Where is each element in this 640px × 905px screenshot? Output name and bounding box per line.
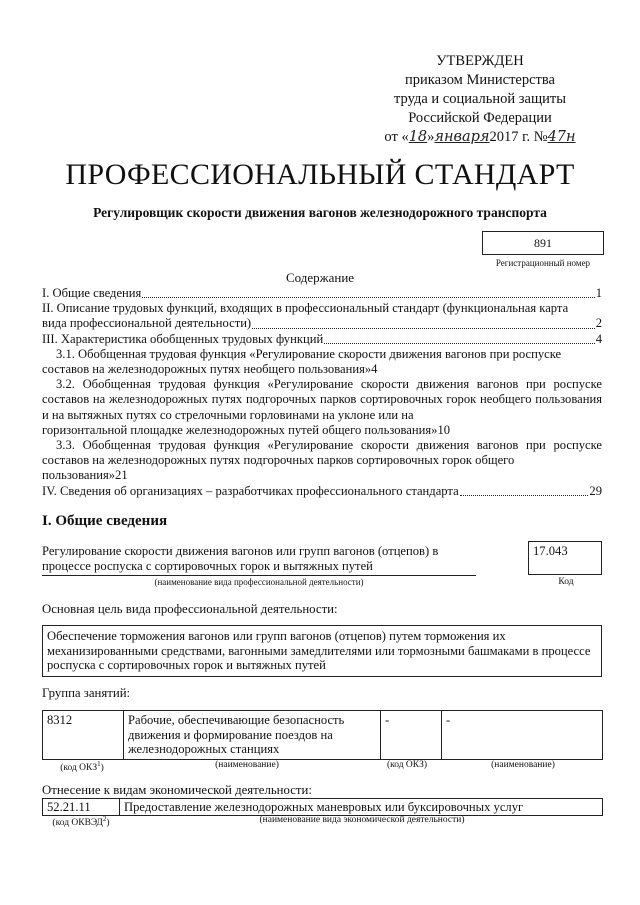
order-number: 47н — [547, 129, 576, 145]
occupation-group-label: Группа занятий: — [42, 686, 131, 700]
date-mid: » — [427, 129, 435, 145]
toc-item[interactable] — [42, 332, 602, 347]
caption-okz-code-2: (код ОКЗ) — [386, 760, 428, 770]
approval-line-2: приказом Министерства — [405, 72, 555, 88]
toc-item[interactable] — [42, 347, 602, 377]
registration-number-label: Регистрационный номер — [495, 258, 591, 268]
caption-occupation-name: (наименование) — [215, 760, 279, 770]
toc-item-page: 2 — [595, 316, 602, 331]
approval-block — [350, 52, 610, 147]
toc-item-text: горизонтальной площадке железнодорожных путей общего пользования» — [42, 422, 438, 437]
page-subtitle: Регулировщик скорости движения вагонов железнодорожного транспорта — [93, 205, 547, 220]
activity-code-caption: Код — [558, 577, 574, 587]
toc-item[interactable] — [42, 301, 602, 331]
toc-item-text: составов на железнодорожных путях необщего пользования» — [42, 362, 372, 377]
toc-item[interactable] — [42, 484, 602, 499]
toc-item-page: 4 — [371, 362, 378, 377]
toc-item-text: 3.1. Обобщенная трудовая функция «Регулирование скорости движения вагонов при роспуске — [56, 346, 562, 361]
caption-okved-code: (код ОКВЭД$^2$) — [52, 815, 110, 829]
table-row — [43, 799, 603, 816]
table-cell-occupation-name-2: - — [442, 711, 603, 760]
toc-item-text: 3.3. Обобщенная трудовая функция «Регулирование скорости движения вагонов при роспуске составов на железнодорожных путях подгорочных парков сортировочных горок общего — [42, 438, 602, 468]
goal-label: Основная цель вида профессиональной деятельности: — [42, 602, 338, 616]
toc-item-text: III. Характеристика обобщенных трудовых функций — [42, 331, 324, 346]
caption-economic-activity-name: (наименование вида экономической деятельности) — [259, 815, 465, 825]
registration-number-box: 891 — [482, 231, 604, 255]
page-title: ПРОФЕССИОНАЛЬНЫЙ СТАНДАРТ — [65, 158, 575, 191]
caption-occupation-name-2: (наименование) — [491, 760, 555, 770]
goal-box: Обеспечение торможения вагонов или групп вагонов (отцепов) путем торможения их механизированными средствами, вагонными замедлителями или тормозными башмаками в процессе роспуска с сортировочных горок и вытяжных путей — [42, 625, 602, 677]
toc-item-page: 4 — [595, 331, 602, 346]
toc-item-text: II. Описание трудовых функций, входящих в профессиональный стандарт (функциональная карта — [42, 301, 569, 316]
activity-kind-caption: (наименование вида профессиональной деятельности) — [154, 577, 364, 587]
toc-item-page: 29 — [589, 483, 602, 498]
date-month: января — [434, 129, 490, 145]
approval-line-3: труда и социальной защиты — [394, 91, 566, 107]
date-prefix: от « — [384, 129, 409, 145]
toc-item-page: 1 — [595, 286, 602, 300]
toc-item-page: 10 — [437, 422, 451, 437]
table-row — [43, 711, 603, 760]
toc-item-text: пользования» — [42, 468, 116, 483]
table-cell-okved-code: 52.21.11 — [43, 799, 120, 816]
toc-item-text: IV. Сведения об организациях – разработчиках профессионального стандарта — [42, 483, 459, 498]
approval-date-line — [350, 128, 610, 147]
economic-activity-label: Отнесение к видам экономической деятельности: — [42, 783, 312, 797]
table-cell-occupation-name: Рабочие, обеспечивающие безопасность движения и формирование поездов на железнодорожных станциях — [124, 711, 381, 760]
occupation-table — [42, 710, 603, 760]
section-heading: I. Общие сведения — [42, 513, 168, 529]
toc-item-text: I. Общие сведения — [42, 286, 142, 300]
caption-okz-code: (код ОКЗ$^1$) — [60, 760, 104, 774]
toc-item[interactable] — [42, 438, 602, 484]
table-cell-economic-activity-name: Предоставление железнодорожных маневровых или буксировочных услуг — [120, 799, 603, 816]
toc-item[interactable] — [42, 377, 602, 438]
economic-activity-table — [42, 798, 603, 816]
toc-item-page: 21 — [115, 468, 128, 483]
date-day: 18 — [408, 129, 428, 145]
table-cell-okz-code-2: - — [381, 711, 442, 760]
approval-line-4: Российской Федерации — [408, 110, 552, 126]
toc-item-text: вида профессиональной деятельности) — [42, 316, 252, 331]
activity-kind-underline — [42, 575, 476, 576]
date-year: 2017 г. № — [489, 129, 548, 145]
approval-line-1: УТВЕРЖДЕН — [436, 53, 524, 69]
toc-item[interactable] — [42, 286, 602, 301]
activity-kind-value: Регулирование скорости движения вагонов или групп вагонов (отцепов) в процессе роспуска с сортировочных горок и вытяжных путей — [42, 544, 439, 573]
toc-heading: Содержание — [285, 270, 355, 285]
toc-item-text: 3.2. Обобщенная трудовая функция «Регулирование скорости движения вагонов при роспуске составов на железнодорожных путях подгорочных парков сортировочных горок необщего пользования и на вытяжных путях со стрелочными горловинами на уклоне или на — [42, 377, 602, 422]
table-cell-okz-code: 8312 — [43, 711, 124, 760]
activity-code-box: 17.043 — [528, 541, 602, 575]
table-of-contents — [42, 286, 602, 499]
